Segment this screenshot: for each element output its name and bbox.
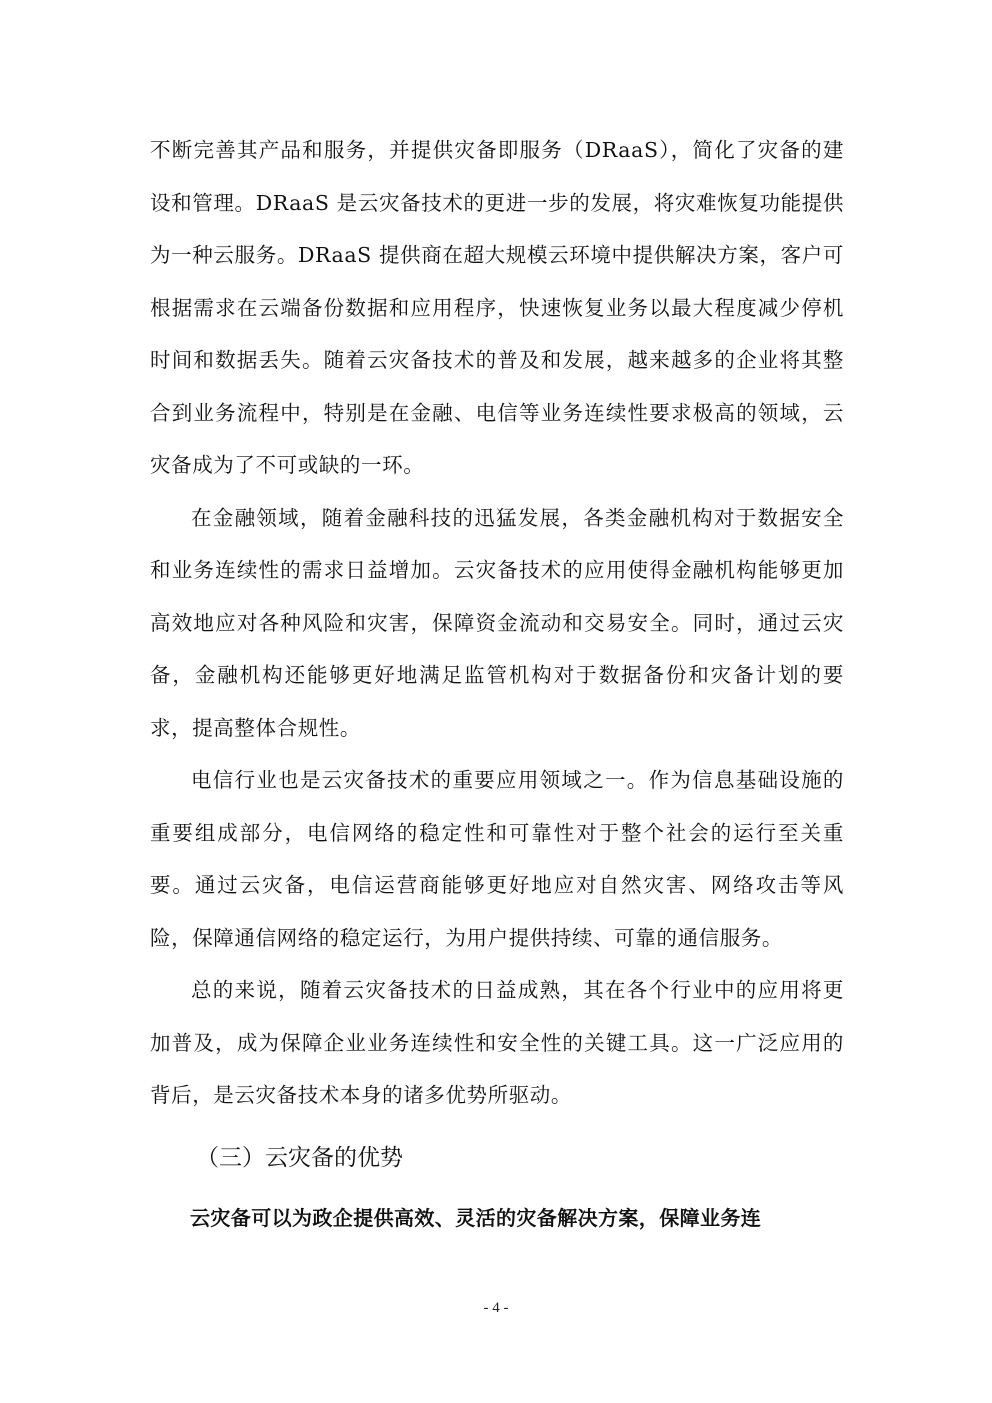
paragraph-draas: 不断完善其产品和服务，并提供灾备即服务（DRaaS），简化了灾备的建设和管理。DRaaS 是云灾备技术的更进一步的发展，将灾难恢复功能提供为一种云服务。DRaaS 提供商在超大规模云环境中提供解决方案，客户可根据需求在云端备份数据和应用程序，快速恢复业务以最大程度减少停机时间和数据丢失。随着云灾备技术的普及和发展，越来越多的企业将其整合到业务流程中，特别是在金融、电信等业务连续性要求极高的领域，云灾备成为了不可或缺的一环。 (150, 138, 844, 477)
section-heading: （三）云灾备的优势 (196, 1144, 403, 1171)
document-body (150, 124, 844, 1244)
paragraph-summary: 总的来说，随着云灾备技术的日益成熟，其在各个行业中的应用将更加普及，成为保障企业业务连续性和安全性的关键工具。这一广泛应用的背后，是云灾备技术本身的诸多优势所驱动。 (150, 978, 844, 1107)
page-number: - 4 - (483, 1300, 509, 1316)
paragraph-telecom: 电信行业也是云灾备技术的重要应用领域之一。作为信息基础设施的重要组成部分，电信网络的稳定性和可靠性对于整个社会的运行至关重要。通过云灾备，电信运营商能够更好地应对自然灾害、网络攻击等风险，保障通信网络的稳定运行，为用户提供持续、可靠的通信服务。 (150, 768, 844, 950)
bold-lead-sentence: 云灾备可以为政企提供高效、灵活的灾备解决方案，保障业务连 (190, 1205, 762, 1230)
paragraph-finance: 在金融领域，随着金融科技的迅猛发展，各类金融机构对于数据安全和业务连续性的需求日益增加。云灾备技术的应用使得金融机构能够更加高效地应对各种风险和灾害，保障资金流动和交易安全。同时，通过云灾备，金融机构还能够更好地满足监管机构对于数据备份和灾备计划的要求，提高整体合规性。 (150, 505, 844, 740)
